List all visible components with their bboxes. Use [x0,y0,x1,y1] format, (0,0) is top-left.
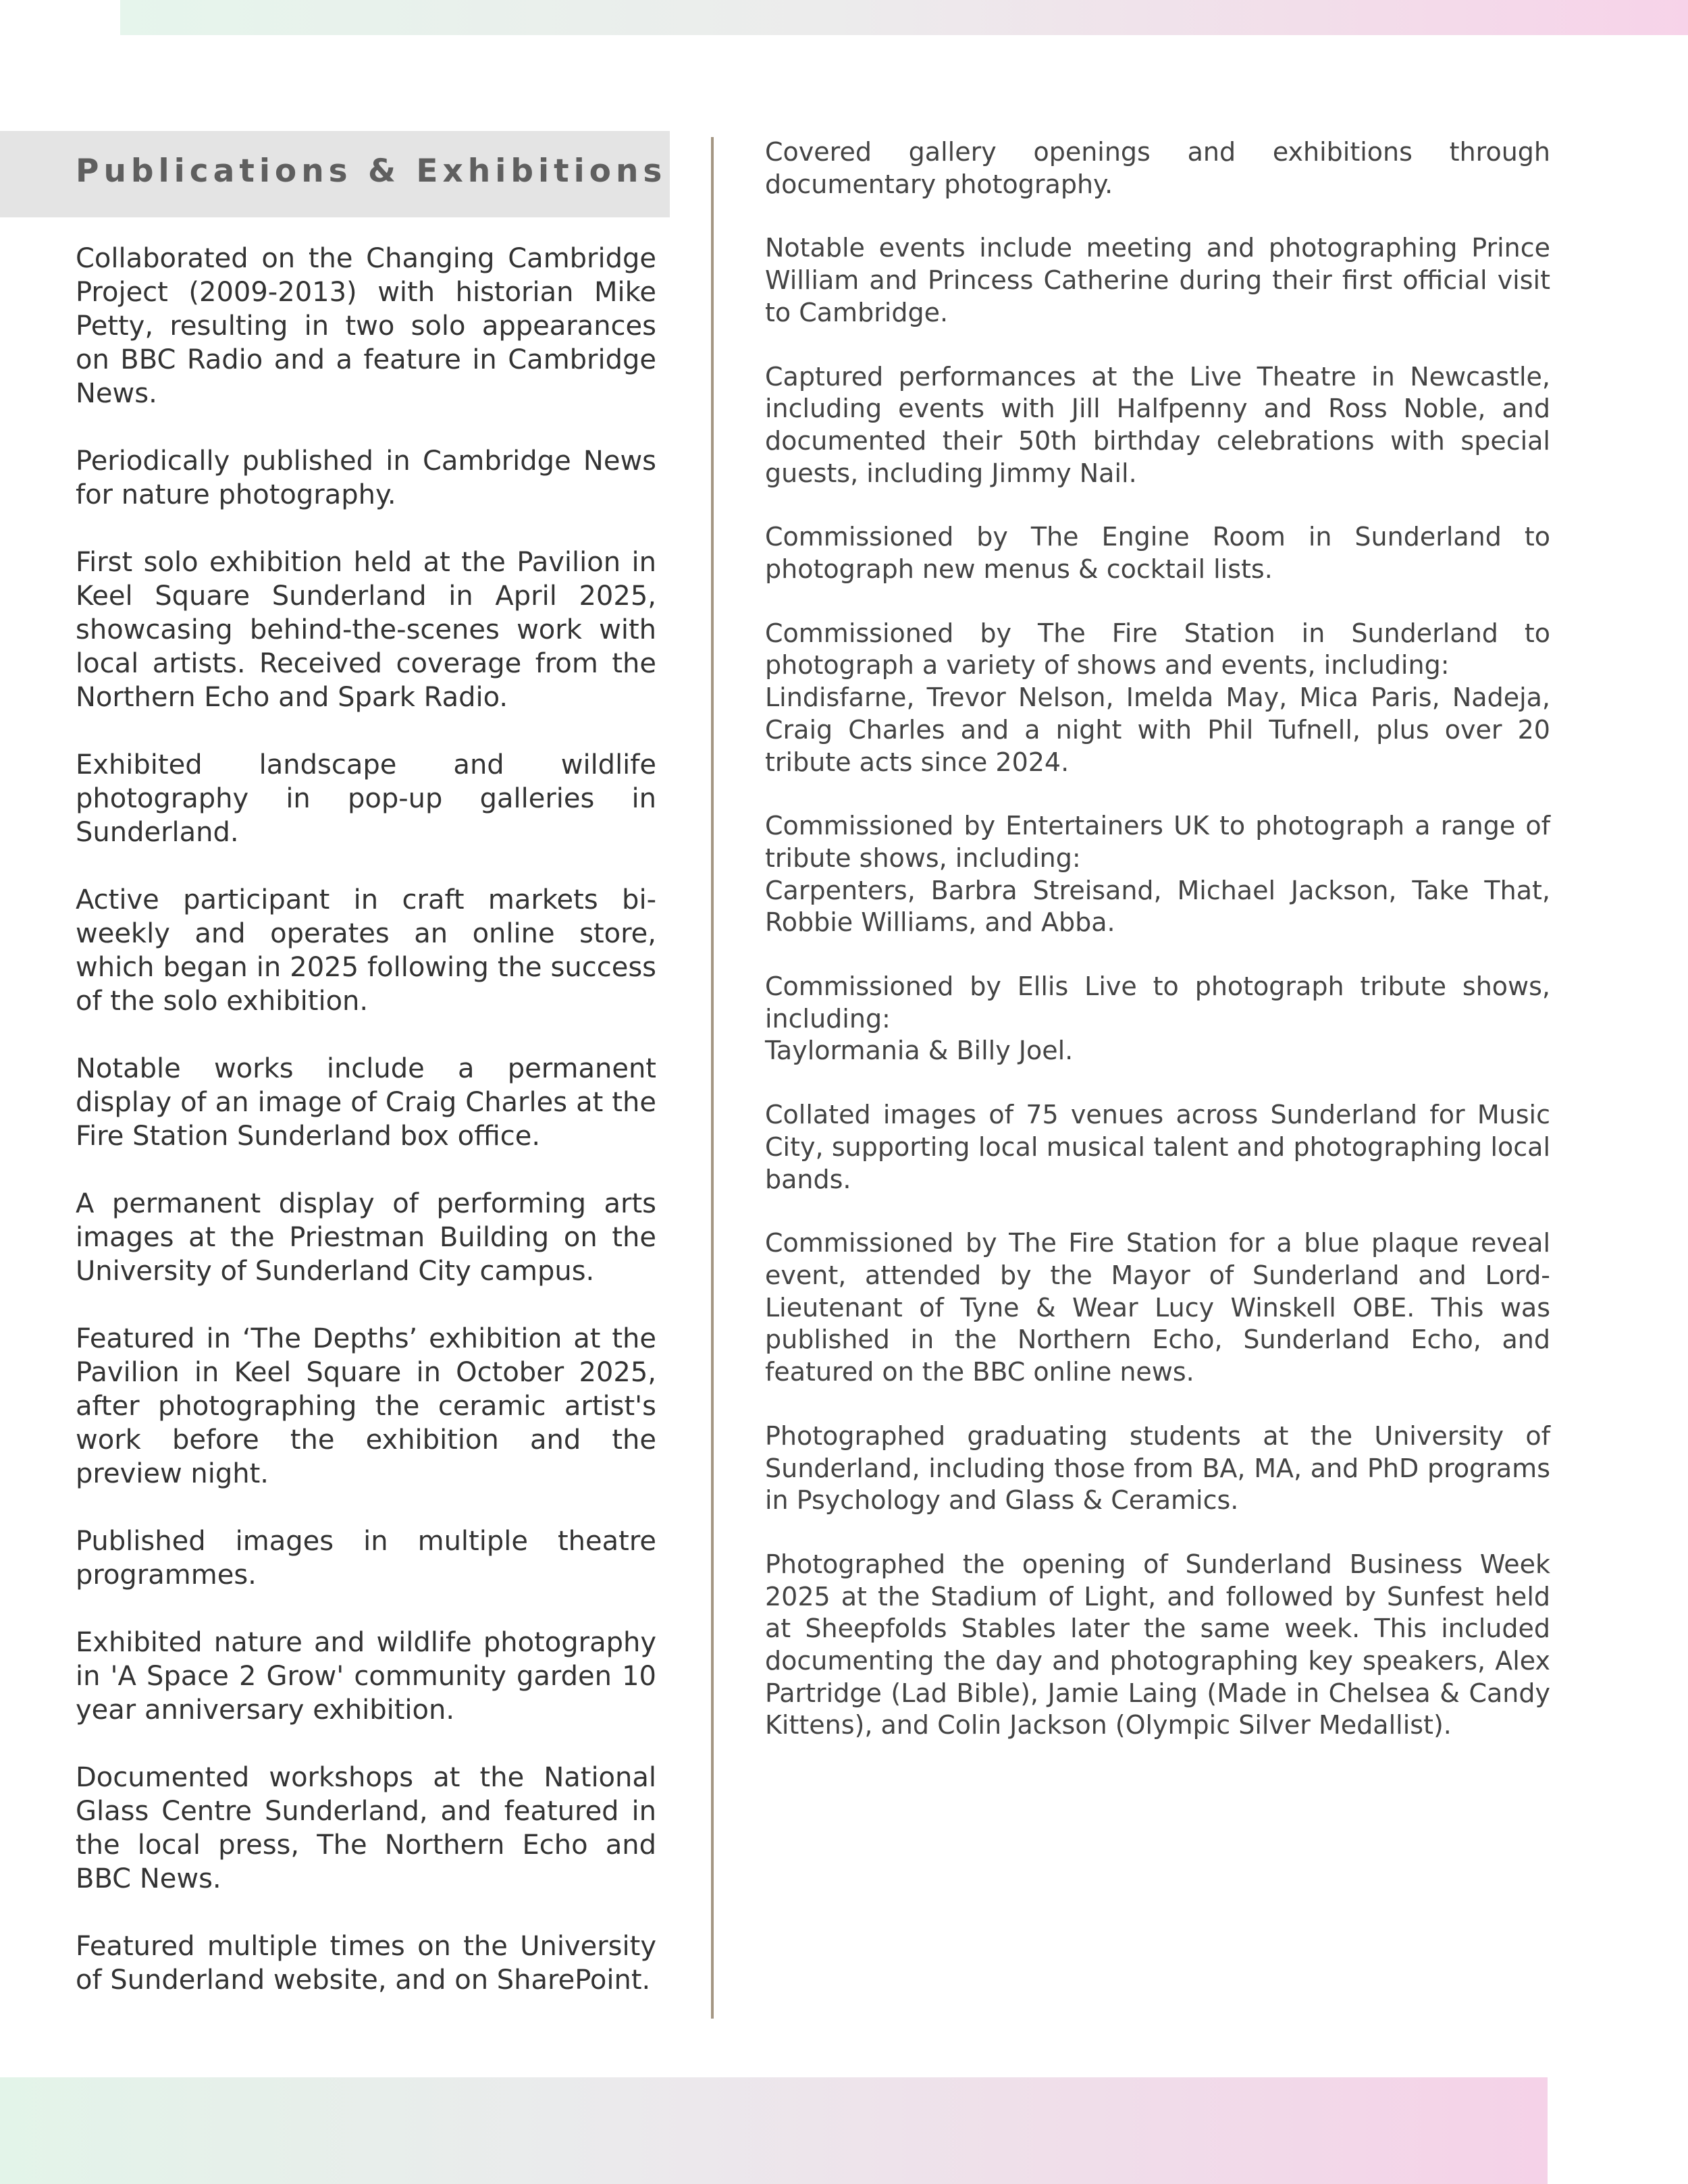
paragraph-national-glass-centre: Documented workshops at the National Glass Centre Sunderland, and featured in the local press, The Northern Echo and BBC News. [76,1762,656,1894]
right-column [765,136,1550,1774]
paragraph-theatre-programmes: Published images in multiple theatre programmes. [76,1526,656,1591]
paragraph-craig-charles-display: Notable works include a permanent display of an image of Craig Charles at the Fire Station Sunderland box office. [76,1053,656,1152]
fire-station-list: Lindisfarne, Trevor Nelson, Imelda May, Mica Paris, Nadeja, Craig Charles and a night with Phil Tufnell, plus over 20 tribute acts since 2024. [765,683,1550,777]
paragraph-royal-visit: Notable events include meeting and photographing Prince William and Princess Catherine during their first official visit to Cambridge. [765,233,1550,327]
paragraph-business-week: Photographed the opening of Sunderland Business Week 2025 at the Stadium of Light, and followed by Sunfest held at Sheepfolds Stables later the same week. This included documenting the day and photographing key speakers, Alex Partridge (Lad Bible), Jamie Laing (Made in Chelsea & Candy Kittens), and Colin Jackson (Olympic Silver Medallist). [765,1549,1550,1740]
entertainers-uk-intro: Commissioned by Entertainers UK to photograph a range of tribute shows, including: [765,811,1550,873]
paragraph-pop-up-galleries: Exhibited landscape and wildlife photography in pop-up galleries in Sunderland. [76,749,656,848]
top-gradient-band [120,0,1688,35]
paragraph-live-theatre: Captured performances at the Live Theatre in Newcastle, including events with Jill Halfpenny and Ross Noble, and documented their 50th birthday celebrations with special guests, including Jimmy Nail. [765,361,1550,488]
paragraph-gallery-openings: Covered gallery openings and exhibitions through documentary photography. [765,137,1550,199]
paragraph-music-city: Collated images of 75 venues across Sunderland for Music City, supporting local musical talent and photographing local bands. [765,1100,1550,1194]
paragraph-engine-room: Commissioned by The Engine Room in Sunderland to photograph new menus & cocktail lists. [765,522,1550,585]
paragraph-priestman-building: A permanent display of performing arts images at the Priestman Building on the University of Sunderland City campus. [76,1188,656,1287]
entertainers-uk-list: Carpenters, Barbra Streisand, Michael Jackson, Take That, Robbie Williams, and Abba. [765,875,1550,938]
paragraph-graduating-students: Photographed graduating students at the University of Sunderland, including those from BA, MA, and PhD programs in Psychology and Glass & Ceramics. [765,1420,1550,1516]
paragraph-solo-exhibition: First solo exhibition held at the Pavilion in Keel Square Sunderland in April 2025, showcasing behind-the-scenes work with local artists. Received coverage from the Northern Echo and Spark Radio. [76,547,656,713]
paragraph-blue-plaque: Commissioned by The Fire Station for a blue plaque reveal event, attended by the Mayor of Sunderland and Lord-Lieutenant of Tyne & Wear Lucy Winskell OBE. This was published in the Northern Echo, Sunderland Echo, and featured on the BBC online news. [765,1228,1550,1387]
ellis-live-intro: Commissioned by Ellis Live to photograph tribute shows, including: [765,971,1550,1034]
paragraph-craft-markets: Active participant in craft markets bi-weekly and operates an online store, which began in 2025 following the success of the solo exhibition. [76,884,656,1017]
paragraph-ellis-live [765,971,1550,1067]
paragraph-the-depths: Featured in ‘The Depths’ exhibition at the Pavilion in Keel Square in October 2025, after photographing the ceramic artist's work before the exhibition and the preview night. [76,1323,656,1489]
paragraph-university-website: Featured multiple times on the University of Sunderland website, and on SharePoint. [76,1931,656,1996]
bottom-gradient-band [0,2077,1548,2184]
ellis-live-list: Taylormania & Billy Joel. [765,1036,1074,1066]
section-heading: Publications & Exhibitions [76,153,667,190]
paragraph-space-2-grow: Exhibited nature and wildlife photography in 'A Space 2 Grow' community garden 10 year anniversary exhibition. [76,1627,656,1726]
paragraph-fire-station-shows [765,618,1550,779]
fire-station-intro: Commissioned by The Fire Station in Sunderland to photograph a variety of shows and events, including: [765,618,1550,681]
paragraph-cambridge-news: Periodically published in Cambridge News for nature photography. [76,446,656,510]
left-column [76,242,656,2031]
paragraph-entertainers-uk [765,810,1550,939]
column-divider [711,137,714,2019]
paragraph-changing-cambridge: Collaborated on the Changing Cambridge Project (2009-2013) with historian Mike Petty, resulting in two solo appearances on BBC Radio and a feature in Cambridge News. [76,243,656,409]
